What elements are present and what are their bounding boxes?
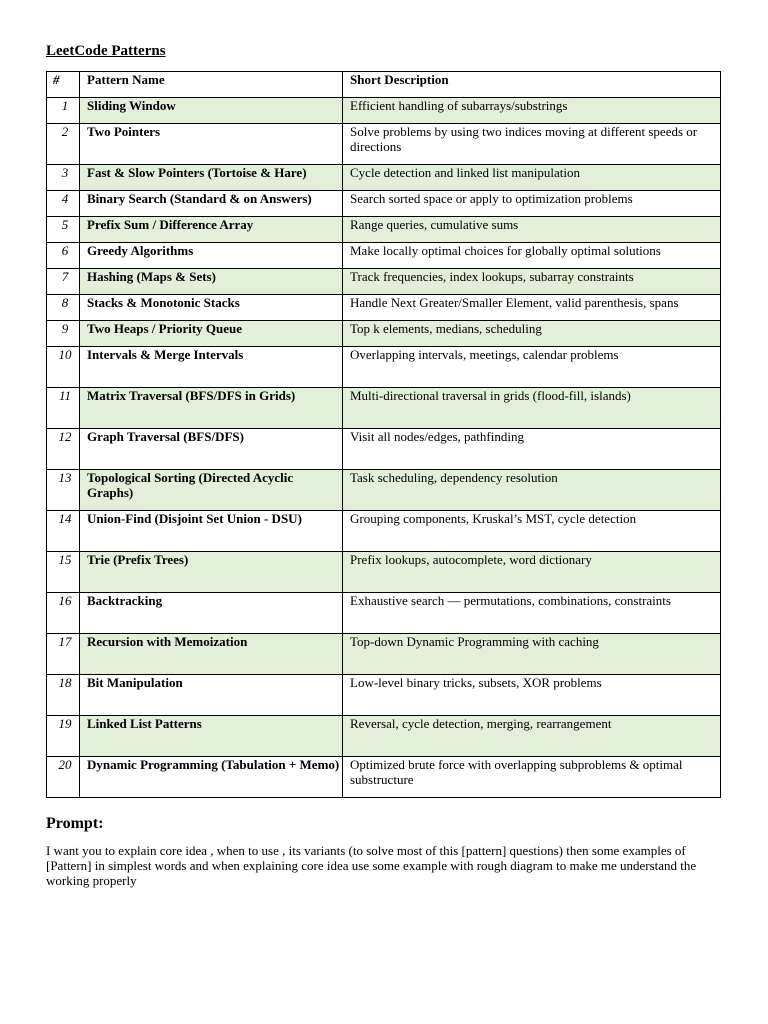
header-pattern-name: Pattern Name [80,72,343,98]
table-row [47,634,721,675]
pattern-name: Topological Sorting (Directed Acyclic Graphs) [80,470,343,511]
pattern-description: Overlapping intervals, meetings, calendar problems [343,347,721,388]
table-row [47,716,721,757]
table-row [47,191,721,217]
patterns-table [46,71,721,798]
table-row [47,165,721,191]
row-number: 6 [47,243,80,269]
pattern-description: Grouping components, Kruskal’s MST, cycle detection [343,511,721,552]
header-number: # [47,72,80,98]
row-number: 10 [47,347,80,388]
pattern-description: Multi-directional traversal in grids (flood-fill, islands) [343,388,721,429]
row-number: 8 [47,295,80,321]
pattern-name: Sliding Window [80,98,343,124]
pattern-name: Hashing (Maps & Sets) [80,269,343,295]
row-number: 1 [47,98,80,124]
table-row [47,124,721,165]
prompt-heading: Prompt: [46,815,104,832]
table-row [47,347,721,388]
row-number: 19 [47,716,80,757]
table-row [47,675,721,716]
row-number: 18 [47,675,80,716]
row-number: 16 [47,593,80,634]
table-row [47,429,721,470]
prompt-text: I want you to explain core idea , when to use , its variants (to solve most of this [pattern] questions) then some examples of [Pattern] in simplest words and when explaining core idea use some example with rough diagram to make me understand the working properly [46,843,697,888]
header-short-description: Short Description [343,72,721,98]
pattern-description: Solve problems by using two indices moving at different speeds or directions [343,124,721,165]
row-number: 3 [47,165,80,191]
pattern-description: Optimized brute force with overlapping subproblems & optimal substructure [343,757,721,798]
pattern-description: Prefix lookups, autocomplete, word dictionary [343,552,721,593]
row-number: 14 [47,511,80,552]
pattern-name: Fast & Slow Pointers (Tortoise & Hare) [80,165,343,191]
pattern-description: Efficient handling of subarrays/substrings [343,98,721,124]
pattern-description: Range queries, cumulative sums [343,217,721,243]
row-number: 7 [47,269,80,295]
pattern-name: Dynamic Programming (Tabulation + Memo) [80,757,343,798]
pattern-description: Handle Next Greater/Smaller Element, valid parenthesis, spans [343,295,721,321]
pattern-description: Cycle detection and linked list manipulation [343,165,721,191]
row-number: 20 [47,757,80,798]
patterns-table-body [47,98,721,798]
row-number: 17 [47,634,80,675]
table-row [47,388,721,429]
pattern-name: Prefix Sum / Difference Array [80,217,343,243]
table-row [47,269,721,295]
document-title: LeetCode Patterns [46,43,166,59]
table-row [47,511,721,552]
pattern-description: Search sorted space or apply to optimization problems [343,191,721,217]
pattern-name: Matrix Traversal (BFS/DFS in Grids) [80,388,343,429]
table-row [47,552,721,593]
row-number: 11 [47,388,80,429]
pattern-name: Trie (Prefix Trees) [80,552,343,593]
pattern-name: Greedy Algorithms [80,243,343,269]
pattern-description: Task scheduling, dependency resolution [343,470,721,511]
row-number: 4 [47,191,80,217]
pattern-description: Top k elements, medians, scheduling [343,321,721,347]
table-row [47,757,721,798]
table-row [47,217,721,243]
table-row [47,470,721,511]
row-number: 2 [47,124,80,165]
pattern-name: Union-Find (Disjoint Set Union - DSU) [80,511,343,552]
pattern-name: Bit Manipulation [80,675,343,716]
pattern-name: Stacks & Monotonic Stacks [80,295,343,321]
row-number: 12 [47,429,80,470]
pattern-name: Graph Traversal (BFS/DFS) [80,429,343,470]
pattern-name: Linked List Patterns [80,716,343,757]
row-number: 9 [47,321,80,347]
pattern-name: Recursion with Memoization [80,634,343,675]
pattern-name: Two Heaps / Priority Queue [80,321,343,347]
table-row [47,321,721,347]
pattern-description: Make locally optimal choices for globally optimal solutions [343,243,721,269]
table-row [47,98,721,124]
row-number: 13 [47,470,80,511]
table-row [47,593,721,634]
pattern-description: Reversal, cycle detection, merging, rearrangement [343,716,721,757]
row-number: 5 [47,217,80,243]
pattern-name: Binary Search (Standard & on Answers) [80,191,343,217]
table-row [47,295,721,321]
pattern-description: Visit all nodes/edges, pathfinding [343,429,721,470]
pattern-description: Top-down Dynamic Programming with caching [343,634,721,675]
pattern-description: Track frequencies, index lookups, subarray constraints [343,269,721,295]
pattern-description: Low-level binary tricks, subsets, XOR problems [343,675,721,716]
pattern-name: Intervals & Merge Intervals [80,347,343,388]
row-number: 15 [47,552,80,593]
pattern-description: Exhaustive search — permutations, combinations, constraints [343,593,721,634]
table-row [47,243,721,269]
pattern-name: Two Pointers [80,124,343,165]
pattern-name: Backtracking [80,593,343,634]
table-header-row [47,72,721,98]
